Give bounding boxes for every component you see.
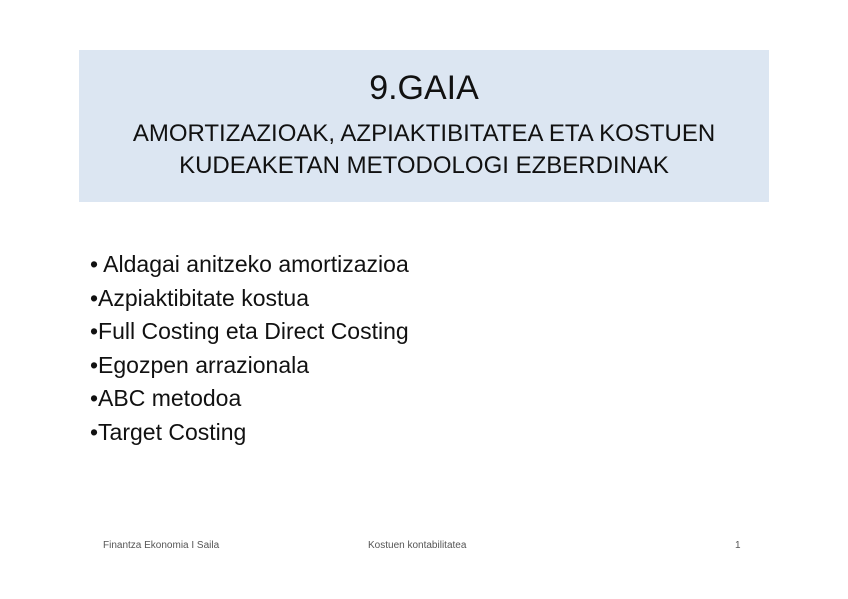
page-number: 1: [735, 540, 741, 551]
slide-title: 9.GAIA: [369, 69, 479, 107]
bullet-item: •Target Costing: [90, 418, 247, 445]
bullet-item: • Aldagai anitzeko amortizazioa: [90, 251, 409, 277]
bullet-item: •Full Costing eta Direct Costing: [90, 318, 409, 344]
footer-course: Kostuen kontabilitatea: [368, 540, 467, 551]
subtitle-line-2: KUDEAKETAN METODOLOGI EZBERDINAK: [179, 152, 669, 179]
footer-department: Finantza Ekonomia I Saila: [103, 540, 220, 551]
bullet-item: •Azpiaktibitate kostua: [90, 284, 310, 311]
subtitle-line-1: AMORTIZAZIOAK, AZPIAKTIBITATEA ETA KOSTUEN: [132, 120, 716, 147]
bullet-list: [90, 248, 409, 449]
title-box: [79, 50, 769, 202]
slide-subtitle: [79, 118, 769, 182]
bullet-item: •Egozpen arrazionala: [90, 351, 310, 378]
bullet-item: •ABC metodoa: [90, 385, 242, 411]
